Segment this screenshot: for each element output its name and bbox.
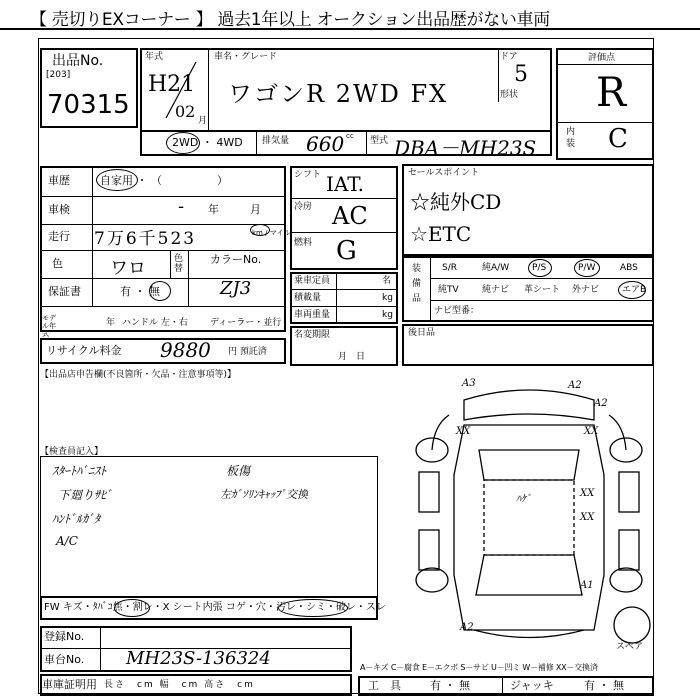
inspection-value: -	[178, 196, 185, 217]
sales-point-2: ☆ETC	[410, 222, 472, 246]
equip-pw-circle	[574, 259, 600, 277]
inspector-note-1: ｽﾀｰﾄﾊﾞﾆｽﾄ	[52, 464, 107, 478]
warranty-options: 有 ・ 無	[120, 285, 160, 298]
equip-leather: 革シート	[524, 285, 561, 295]
model-code-label: 型式	[370, 136, 389, 146]
jack-label: ジャッキ	[510, 679, 554, 692]
model-year-label: 年式	[145, 52, 164, 62]
recycle-label: リサイクル料金	[46, 344, 122, 357]
capacity-label: 乗車定員	[294, 276, 331, 286]
load-label: 積載量	[294, 293, 322, 303]
diagram-mark-a2-right: A2	[594, 398, 608, 409]
capacity-unit: 名	[382, 276, 392, 286]
garage-cert-units: 長さ cm 幅 cm 高さ cm	[104, 680, 255, 690]
diagram-mark-hage: ﾊｹﾞ	[516, 494, 531, 505]
recycle-value: 9880	[160, 338, 211, 362]
year-slash	[160, 60, 200, 120]
interior-circle-1	[114, 599, 150, 617]
equip-aw: 純A/W	[482, 263, 510, 273]
equip-ps-circle	[528, 259, 552, 277]
jack-options: 有 ・ 無	[584, 679, 624, 692]
model-year-month-unit: 月	[198, 116, 208, 126]
shift-label: シフト	[294, 170, 322, 180]
mileage-units: km / マイル	[252, 229, 291, 237]
weight-unit: kg	[382, 310, 393, 320]
lot-number-box	[40, 48, 138, 128]
tools-options: 有 ・ 無	[430, 679, 470, 692]
color-change-label: 色替	[174, 254, 184, 274]
warranty-label: 保証書	[48, 285, 81, 298]
recycle-unit: 円 預託済	[228, 347, 267, 357]
exhibitor-notes-label: 【出品店申告欄(不良箇所・欠品・注意事項等)】	[40, 370, 237, 380]
inspector-note-3: ﾊﾝﾄﾞﾙｶﾞﾀ	[52, 512, 101, 526]
inspection-label: 車検	[48, 203, 70, 216]
sales-points-label: セールスポイント	[408, 168, 480, 178]
inspector-notes-label: 【検査員記入】	[40, 447, 104, 457]
later-items-label: 後日品	[408, 328, 436, 338]
evaluation-score: R	[596, 70, 627, 116]
doors-label: ドア	[500, 52, 518, 62]
ac-label: 冷房	[294, 202, 313, 212]
displacement-value: 660	[306, 132, 345, 156]
model-label: モデル年式	[42, 314, 56, 338]
color-value: ワロ	[110, 258, 146, 279]
history-block	[40, 166, 286, 332]
name-change-label: 名変期限	[294, 330, 331, 340]
drive-2wd-circle	[166, 132, 200, 154]
name-change-unit: 月 日	[338, 352, 366, 362]
mileage-value: 7万6千523	[94, 229, 197, 249]
equipment-label: 装備品	[412, 264, 422, 304]
later-items-box	[402, 324, 654, 366]
diagram-mark-a1: A1	[580, 580, 594, 591]
equip-navi: 純ナビ	[482, 285, 510, 295]
equip-sr: S/R	[442, 263, 457, 273]
equip-tv: 純TV	[438, 285, 459, 295]
lot-sub-label: [203]	[46, 70, 71, 80]
model-code-value: DBA－MH23S	[394, 136, 537, 160]
ac-value: AC	[332, 202, 368, 230]
model-year-month: 02	[175, 102, 196, 121]
model-year-unit2: 年	[106, 318, 116, 328]
inspector-note-4: A/C	[56, 534, 78, 548]
handle-label: ハンドル 左・右	[122, 318, 188, 328]
equip-ext-navi: 外ナビ	[572, 285, 600, 295]
color-label: 色	[52, 257, 63, 270]
diagram-mark-xx-3: XX	[580, 488, 595, 499]
inspector-note-5: 板傷	[226, 464, 251, 478]
spare-tire-label: スペア	[616, 642, 644, 652]
navi-model-label: ナビ型番：	[434, 306, 480, 316]
fuel-value: G	[336, 236, 357, 266]
reg-type-value: 自家用 ・ （ ）	[100, 174, 228, 187]
body-type-label: 形状	[500, 90, 519, 100]
drive-options: 2WD ・ 4WD	[172, 136, 243, 149]
damage-legend: A－キズ C－腐食 E－エクボ S－サビ U－凹ミ W－補修 XX－交換済	[360, 663, 598, 672]
inspector-note-2: 下廻りｻﾋﾞ	[58, 488, 113, 502]
equip-pw: P/W	[578, 263, 596, 273]
weight-label: 車両重量	[294, 310, 331, 320]
inspector-note-6: 左ｶﾞｿﾘﾝｷｬｯﾌﾟ交換	[220, 488, 308, 501]
interior-label: 内装	[566, 127, 576, 149]
displacement-unit: cc	[346, 132, 354, 140]
diagram-mark-a2-top: A2	[568, 380, 582, 391]
shift-value: IAT.	[326, 172, 365, 196]
exhibitor-notes-area	[40, 382, 366, 442]
fuel-label: 燃料	[294, 238, 313, 248]
diagram-mark-a3: A3	[462, 378, 476, 389]
diagram-mark-xx-1: XX	[456, 426, 471, 437]
garage-cert-label: 車庫証明用	[42, 678, 97, 691]
displacement-label: 排気量	[262, 136, 290, 146]
inspection-month-unit: 月	[250, 203, 261, 216]
equip-airbag: エアB	[622, 285, 647, 295]
color-code-label: カラーNo.	[210, 253, 262, 266]
reg-type-circle	[96, 169, 138, 191]
inspection-year-unit: 年	[208, 203, 219, 216]
equip-airbag-circle	[618, 281, 646, 299]
mileage-km-circle	[250, 224, 270, 236]
load-unit: kg	[382, 293, 393, 303]
reg-type-label: 車歴	[48, 174, 70, 187]
car-name: ワゴンR 2WD FX	[228, 80, 449, 108]
diagram-mark-a2-bottom: A2	[460, 622, 474, 633]
sales-point-1: ☆純外CD	[410, 190, 502, 214]
chassis-value: MH23S-136324	[126, 648, 271, 669]
diagram-mark-xx-4: XX	[580, 512, 595, 523]
equip-abs: ABS	[620, 263, 638, 273]
warranty-none-circle	[149, 281, 171, 301]
chassis-label: 車台No.	[44, 653, 85, 666]
interior-score: C	[608, 124, 628, 154]
tools-label: 工 具	[368, 679, 401, 692]
page-title: 【 売切りEXコーナー 】 過去1年以上 オークション出品歴がない車両	[30, 10, 550, 30]
mileage-label: 走行	[48, 230, 70, 243]
reg-number-label: 登録No.	[44, 630, 85, 643]
equip-ps: P/S	[532, 263, 547, 273]
diagram-mark-xx-2: XX	[584, 426, 599, 437]
page-header-bar	[0, 0, 700, 30]
car-body-diagram	[404, 380, 654, 650]
car-name-label: 車名・グレード	[214, 52, 278, 62]
color-code-value: ZJ3	[220, 278, 252, 299]
dealer-label: ディーラー・並行	[210, 318, 282, 328]
doors-value: 5	[514, 62, 528, 87]
lot-label: 出品No.	[52, 53, 104, 69]
interior-circle-2	[278, 599, 348, 617]
model-year-era: H21	[148, 72, 196, 97]
evaluation-label: 評価点	[588, 53, 616, 63]
lot-number: 70315	[47, 90, 130, 120]
interior-condition-text: FW キズ・ﾀﾊﾞｺ焦・割レ・X シート内張 コゲ・穴・汚レ・シミ・破レ・スレ	[44, 602, 386, 613]
